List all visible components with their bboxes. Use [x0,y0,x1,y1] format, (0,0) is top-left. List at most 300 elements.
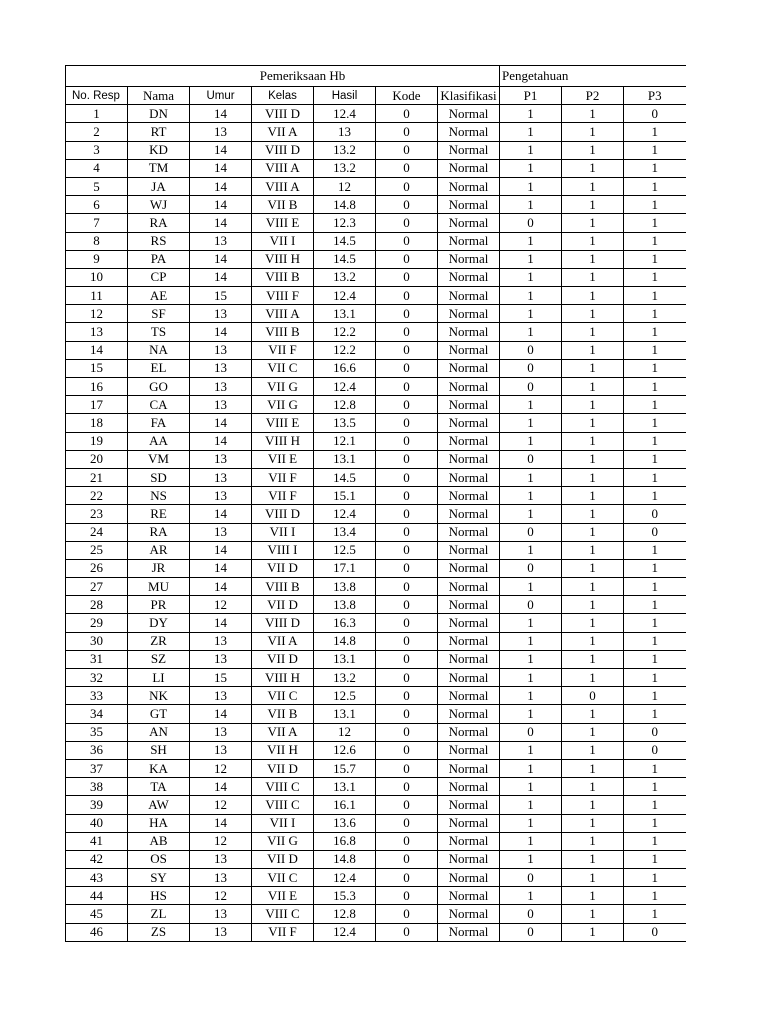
cell-hasil: 12.2 [314,341,376,359]
cell-kode: 0 [376,923,438,941]
cell-p3: 1 [624,414,686,432]
cell-kelas: VII C [252,869,314,887]
cell-p2: 1 [562,359,624,377]
cell-p2: 1 [562,650,624,668]
cell-p2: 1 [562,250,624,268]
cell-no-resp: 13 [66,323,128,341]
cell-no-resp: 14 [66,341,128,359]
cell-p1: 1 [500,196,562,214]
cell-p1: 1 [500,541,562,559]
cell-no-resp: 22 [66,487,128,505]
cell-p2: 1 [562,905,624,923]
cell-nama: AA [128,432,190,450]
cell-kelas: VIII C [252,905,314,923]
cell-kode: 0 [376,614,438,632]
cell-hasil: 15.1 [314,487,376,505]
cell-p2: 1 [562,759,624,777]
cell-hasil: 17.1 [314,559,376,577]
cell-hasil: 12.3 [314,214,376,232]
cell-p1: 0 [500,905,562,923]
cell-p2: 1 [562,396,624,414]
table-row [66,414,686,432]
cell-umur: 14 [190,159,252,177]
cell-no-resp: 24 [66,523,128,541]
cell-kelas: VIII I [252,541,314,559]
cell-klasifikasi: Normal [438,741,500,759]
cell-klasifikasi: Normal [438,378,500,396]
table-row [66,250,686,268]
cell-p1: 1 [500,759,562,777]
cell-nama: SZ [128,650,190,668]
cell-nama: HA [128,814,190,832]
cell-kelas: VII E [252,450,314,468]
cell-nama: RT [128,123,190,141]
cell-hasil: 13.8 [314,596,376,614]
cell-p1: 0 [500,923,562,941]
column-header-row [66,87,686,105]
cell-nama: WJ [128,196,190,214]
cell-hasil: 16.3 [314,614,376,632]
cell-p2: 1 [562,105,624,123]
table-row [66,632,686,650]
table-row [66,105,686,123]
cell-p1: 0 [500,523,562,541]
cell-umur: 13 [190,305,252,323]
cell-kode: 0 [376,305,438,323]
cell-nama: PR [128,596,190,614]
cell-hasil: 16.6 [314,359,376,377]
cell-hasil: 13.6 [314,814,376,832]
group-header-pengetahuan: Pengetahuan [500,66,686,87]
cell-p2: 1 [562,141,624,159]
cell-umur: 14 [190,214,252,232]
cell-p3: 1 [624,196,686,214]
cell-hasil: 16.1 [314,796,376,814]
cell-p2: 1 [562,196,624,214]
cell-kode: 0 [376,468,438,486]
cell-p3: 1 [624,869,686,887]
cell-umur: 14 [190,323,252,341]
cell-p2: 1 [562,723,624,741]
cell-klasifikasi: Normal [438,450,500,468]
cell-klasifikasi: Normal [438,905,500,923]
cell-p3: 1 [624,905,686,923]
cell-p2: 1 [562,505,624,523]
cell-kelas: VII I [252,232,314,250]
table-row [66,778,686,796]
cell-umur: 13 [190,850,252,868]
cell-umur: 14 [190,268,252,286]
cell-hasil: 12.2 [314,323,376,341]
cell-p1: 1 [500,396,562,414]
cell-no-resp: 1 [66,105,128,123]
cell-kelas: VIII F [252,287,314,305]
cell-hasil: 12.4 [314,869,376,887]
cell-nama: CA [128,396,190,414]
column-header-p2: P2 [562,87,624,105]
cell-kelas: VII G [252,396,314,414]
cell-umur: 13 [190,650,252,668]
cell-klasifikasi: Normal [438,341,500,359]
cell-kode: 0 [376,832,438,850]
cell-p2: 1 [562,669,624,687]
cell-umur: 14 [190,196,252,214]
cell-p2: 1 [562,305,624,323]
cell-kelas: VIII H [252,432,314,450]
cell-p2: 1 [562,705,624,723]
cell-nama: SD [128,468,190,486]
cell-p3: 1 [624,832,686,850]
cell-p3: 1 [624,323,686,341]
cell-klasifikasi: Normal [438,723,500,741]
cell-nama: VM [128,450,190,468]
cell-p2: 1 [562,614,624,632]
cell-p2: 1 [562,214,624,232]
cell-kode: 0 [376,741,438,759]
cell-kelas: VIII C [252,778,314,796]
cell-hasil: 16.8 [314,832,376,850]
cell-hasil: 14.8 [314,632,376,650]
cell-umur: 14 [190,541,252,559]
cell-klasifikasi: Normal [438,832,500,850]
cell-klasifikasi: Normal [438,177,500,195]
cell-nama: DY [128,614,190,632]
cell-nama: GT [128,705,190,723]
cell-p3: 1 [624,141,686,159]
cell-kelas: VII H [252,741,314,759]
cell-p2: 1 [562,778,624,796]
cell-p1: 1 [500,487,562,505]
cell-no-resp: 23 [66,505,128,523]
cell-no-resp: 46 [66,923,128,941]
cell-nama: LI [128,669,190,687]
cell-no-resp: 27 [66,578,128,596]
cell-nama: TM [128,159,190,177]
cell-p1: 1 [500,305,562,323]
cell-klasifikasi: Normal [438,250,500,268]
cell-klasifikasi: Normal [438,778,500,796]
cell-nama: AB [128,832,190,850]
cell-kode: 0 [376,705,438,723]
cell-kelas: VIII A [252,177,314,195]
table-row [66,196,686,214]
cell-hasil: 12.8 [314,396,376,414]
cell-p3: 1 [624,578,686,596]
cell-p2: 1 [562,832,624,850]
cell-p1: 1 [500,141,562,159]
cell-klasifikasi: Normal [438,214,500,232]
cell-umur: 13 [190,396,252,414]
cell-klasifikasi: Normal [438,323,500,341]
cell-nama: EL [128,359,190,377]
cell-no-resp: 18 [66,414,128,432]
cell-p3: 1 [624,850,686,868]
cell-p2: 1 [562,814,624,832]
cell-p1: 1 [500,414,562,432]
cell-umur: 13 [190,905,252,923]
cell-p2: 1 [562,378,624,396]
cell-p1: 1 [500,887,562,905]
cell-kelas: VIII H [252,250,314,268]
cell-klasifikasi: Normal [438,396,500,414]
cell-kelas: VII I [252,814,314,832]
cell-p3: 1 [624,650,686,668]
cell-klasifikasi: Normal [438,105,500,123]
cell-klasifikasi: Normal [438,669,500,687]
table-row [66,232,686,250]
cell-p3: 1 [624,559,686,577]
table-row [66,596,686,614]
cell-no-resp: 39 [66,796,128,814]
cell-kelas: VIII E [252,214,314,232]
cell-kelas: VII F [252,341,314,359]
table-row [66,487,686,505]
cell-umur: 14 [190,177,252,195]
table-row [66,923,686,941]
cell-p3: 1 [624,796,686,814]
cell-umur: 14 [190,614,252,632]
cell-umur: 13 [190,869,252,887]
cell-kelas: VII D [252,759,314,777]
cell-hasil: 13.2 [314,268,376,286]
cell-kelas: VII F [252,487,314,505]
cell-nama: JA [128,177,190,195]
cell-umur: 14 [190,105,252,123]
cell-no-resp: 26 [66,559,128,577]
cell-hasil: 15.7 [314,759,376,777]
cell-umur: 13 [190,232,252,250]
table-row [66,396,686,414]
cell-klasifikasi: Normal [438,687,500,705]
cell-p1: 1 [500,669,562,687]
cell-kelas: VII A [252,723,314,741]
cell-p3: 1 [624,778,686,796]
cell-umur: 15 [190,669,252,687]
cell-no-resp: 11 [66,287,128,305]
cell-umur: 13 [190,741,252,759]
table-row [66,578,686,596]
cell-p1: 1 [500,614,562,632]
cell-klasifikasi: Normal [438,523,500,541]
cell-p1: 1 [500,232,562,250]
cell-p1: 1 [500,850,562,868]
cell-no-resp: 6 [66,196,128,214]
cell-kode: 0 [376,669,438,687]
cell-nama: SY [128,869,190,887]
cell-no-resp: 2 [66,123,128,141]
table-row [66,650,686,668]
cell-p1: 1 [500,650,562,668]
cell-umur: 13 [190,632,252,650]
cell-p3: 0 [624,923,686,941]
cell-no-resp: 8 [66,232,128,250]
cell-no-resp: 4 [66,159,128,177]
cell-klasifikasi: Normal [438,850,500,868]
cell-p3: 0 [624,723,686,741]
cell-p1: 1 [500,632,562,650]
cell-umur: 14 [190,559,252,577]
cell-no-resp: 38 [66,778,128,796]
cell-p3: 1 [624,814,686,832]
cell-kelas: VIII D [252,141,314,159]
table-row [66,850,686,868]
cell-p1: 0 [500,596,562,614]
cell-p2: 1 [562,323,624,341]
cell-nama: FA [128,414,190,432]
table-row [66,432,686,450]
cell-klasifikasi: Normal [438,359,500,377]
cell-kode: 0 [376,505,438,523]
column-header-nama: Nama [128,87,190,105]
cell-kode: 0 [376,796,438,814]
table-row [66,832,686,850]
table-row [66,214,686,232]
data-table [65,65,686,942]
cell-p2: 1 [562,287,624,305]
cell-nama: RA [128,523,190,541]
cell-nama: NK [128,687,190,705]
cell-hasil: 14.5 [314,232,376,250]
cell-hasil: 12.4 [314,505,376,523]
table-row [66,123,686,141]
cell-hasil: 14.5 [314,250,376,268]
cell-klasifikasi: Normal [438,650,500,668]
cell-klasifikasi: Normal [438,268,500,286]
cell-kode: 0 [376,396,438,414]
cell-no-resp: 5 [66,177,128,195]
cell-hasil: 13.8 [314,578,376,596]
cell-no-resp: 40 [66,814,128,832]
cell-kelas: VIII B [252,578,314,596]
cell-kelas: VII C [252,359,314,377]
table-row [66,177,686,195]
cell-umur: 13 [190,341,252,359]
cell-klasifikasi: Normal [438,432,500,450]
table-row [66,287,686,305]
cell-no-resp: 30 [66,632,128,650]
cell-p1: 0 [500,359,562,377]
cell-klasifikasi: Normal [438,887,500,905]
cell-kode: 0 [376,323,438,341]
cell-umur: 14 [190,778,252,796]
cell-p3: 1 [624,687,686,705]
cell-kode: 0 [376,450,438,468]
cell-hasil: 12.8 [314,905,376,923]
column-header-p1: P1 [500,87,562,105]
cell-kode: 0 [376,123,438,141]
cell-nama: AW [128,796,190,814]
cell-kelas: VII F [252,468,314,486]
cell-kode: 0 [376,159,438,177]
cell-klasifikasi: Normal [438,232,500,250]
cell-kelas: VII A [252,123,314,141]
cell-p3: 0 [624,741,686,759]
cell-umur: 14 [190,432,252,450]
cell-klasifikasi: Normal [438,632,500,650]
table-row [66,741,686,759]
cell-p1: 1 [500,832,562,850]
cell-kelas: VIII A [252,305,314,323]
cell-no-resp: 29 [66,614,128,632]
cell-p3: 0 [624,505,686,523]
cell-hasil: 12.6 [314,741,376,759]
table-body [66,66,686,942]
cell-nama: HS [128,887,190,905]
cell-klasifikasi: Normal [438,159,500,177]
cell-no-resp: 31 [66,650,128,668]
cell-kelas: VII E [252,887,314,905]
cell-p2: 1 [562,578,624,596]
cell-hasil: 12.4 [314,105,376,123]
cell-p2: 1 [562,887,624,905]
cell-kelas: VIII D [252,105,314,123]
cell-no-resp: 10 [66,268,128,286]
cell-no-resp: 21 [66,468,128,486]
cell-p2: 1 [562,869,624,887]
cell-no-resp: 43 [66,869,128,887]
cell-kelas: VII F [252,923,314,941]
cell-nama: ZL [128,905,190,923]
cell-p1: 1 [500,268,562,286]
cell-p1: 1 [500,177,562,195]
cell-no-resp: 3 [66,141,128,159]
cell-p1: 0 [500,723,562,741]
table-row [66,759,686,777]
cell-p3: 1 [624,177,686,195]
cell-kode: 0 [376,341,438,359]
cell-p1: 0 [500,214,562,232]
cell-kode: 0 [376,687,438,705]
cell-nama: AE [128,287,190,305]
cell-klasifikasi: Normal [438,541,500,559]
cell-p3: 0 [624,523,686,541]
cell-p3: 1 [624,341,686,359]
cell-nama: TS [128,323,190,341]
cell-klasifikasi: Normal [438,578,500,596]
cell-p2: 1 [562,123,624,141]
cell-kelas: VIII H [252,669,314,687]
cell-kode: 0 [376,869,438,887]
cell-nama: NA [128,341,190,359]
group-header-row [66,66,686,87]
cell-p3: 1 [624,596,686,614]
cell-kode: 0 [376,196,438,214]
cell-p3: 1 [624,214,686,232]
table-row [66,378,686,396]
cell-p1: 1 [500,432,562,450]
cell-kode: 0 [376,214,438,232]
cell-hasil: 13 [314,123,376,141]
cell-no-resp: 33 [66,687,128,705]
cell-nama: SH [128,741,190,759]
cell-nama: AN [128,723,190,741]
cell-p1: 1 [500,796,562,814]
table-row [66,468,686,486]
table-row [66,687,686,705]
cell-kelas: VII C [252,687,314,705]
cell-kelas: VIII C [252,796,314,814]
cell-umur: 13 [190,723,252,741]
cell-p2: 1 [562,450,624,468]
cell-kelas: VII B [252,705,314,723]
cell-no-resp: 34 [66,705,128,723]
cell-p3: 1 [624,759,686,777]
column-header-kelas: Kelas [252,87,314,105]
cell-p1: 1 [500,250,562,268]
cell-p1: 0 [500,450,562,468]
cell-kelas: VIII B [252,268,314,286]
cell-hasil: 13.4 [314,523,376,541]
